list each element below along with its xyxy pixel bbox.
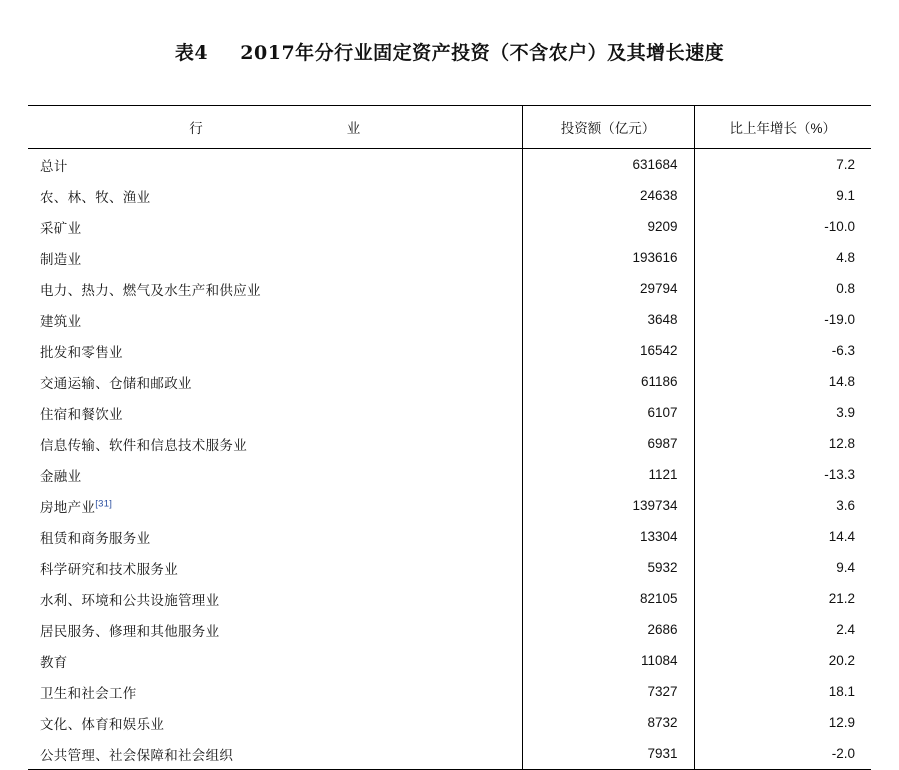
cell-industry-label: 交通运输、仓储和邮政业 (40, 375, 192, 391)
cell-growth: -10.0 (694, 211, 871, 242)
table-row (28, 366, 871, 397)
table-row (28, 180, 871, 211)
cell-industry (28, 428, 522, 459)
cell-industry (28, 242, 522, 273)
cell-industry (28, 552, 522, 583)
cell-growth: 3.9 (694, 397, 871, 428)
cell-amount: 2686 (522, 614, 694, 645)
table-header (28, 106, 871, 149)
table-row (28, 614, 871, 645)
table-number: 表4 (174, 42, 209, 64)
cell-industry-label: 总 (40, 158, 54, 174)
cell-industry (28, 180, 522, 211)
cell-growth: 14.4 (694, 521, 871, 552)
table-row (28, 273, 871, 304)
cell-industry-label: 信息传输、软件和信息技术服务业 (40, 437, 247, 453)
cell-growth: 21.2 (694, 583, 871, 614)
cell-growth: 18.1 (694, 676, 871, 707)
cell-growth: -6.3 (694, 335, 871, 366)
cell-industry (28, 335, 522, 366)
statistics-table (28, 105, 871, 770)
cell-growth: -2.0 (694, 738, 871, 770)
cell-industry-label: 电力、热力、燃气及水生产和供应业 (40, 282, 261, 298)
table-title-text: 2017年分行业固定资产投资（不含农户）及其增长速度 (240, 42, 725, 64)
table-row (28, 490, 871, 521)
cell-growth: 12.8 (694, 428, 871, 459)
column-header-growth: 比上年增长（%） (694, 106, 871, 149)
cell-amount: 13304 (522, 521, 694, 552)
cell-amount: 11084 (522, 645, 694, 676)
table-row (28, 583, 871, 614)
cell-growth: 4.8 (694, 242, 871, 273)
table-row (28, 335, 871, 366)
table-row (28, 676, 871, 707)
cell-industry (28, 645, 522, 676)
cell-growth: -13.3 (694, 459, 871, 490)
cell-amount: 6987 (522, 428, 694, 459)
cell-industry-label: 卫生和社会工作 (40, 685, 137, 701)
cell-industry-label: 农、林、牧、渔业 (40, 189, 151, 205)
cell-industry-label: 制造业 (40, 251, 82, 267)
column-header-industry-label: 行 业 (189, 121, 379, 136)
table-row (28, 707, 871, 738)
cell-industry-label: 采矿业 (40, 220, 82, 236)
table-header-row (28, 106, 871, 149)
cell-industry-label-suffix: 计 (53, 158, 68, 174)
cell-industry (28, 366, 522, 397)
cell-amount: 7931 (522, 738, 694, 770)
cell-industry (28, 459, 522, 490)
table-row (28, 521, 871, 552)
table-row (28, 211, 871, 242)
cell-growth: -19.0 (694, 304, 871, 335)
cell-industry-label: 批发和零售业 (40, 344, 123, 360)
table-row (28, 304, 871, 335)
cell-industry (28, 211, 522, 242)
cell-amount: 5932 (522, 552, 694, 583)
cell-industry-label: 水利、环境和公共设施管理业 (40, 592, 220, 608)
cell-industry (28, 304, 522, 335)
cell-industry (28, 738, 522, 770)
footnote-marker[interactable]: [31] (95, 498, 113, 509)
page-title (0, 38, 899, 65)
cell-industry-label: 金融业 (40, 468, 82, 484)
cell-industry-label: 建筑业 (40, 313, 82, 329)
cell-industry (28, 521, 522, 552)
column-header-amount: 投资额（亿元） (522, 106, 694, 149)
cell-industry (28, 676, 522, 707)
table-row (28, 645, 871, 676)
table-body (28, 149, 871, 770)
cell-amount: 139734 (522, 490, 694, 521)
cell-growth: 14.8 (694, 366, 871, 397)
cell-industry-label: 租赁和商务服务业 (40, 530, 151, 546)
cell-growth: 12.9 (694, 707, 871, 738)
cell-growth: 0.8 (694, 273, 871, 304)
cell-growth: 2.4 (694, 614, 871, 645)
table-row (28, 428, 871, 459)
cell-amount: 3648 (522, 304, 694, 335)
cell-industry (28, 149, 522, 181)
cell-industry (28, 490, 522, 521)
cell-industry-label: 文化、体育和娱乐业 (40, 716, 165, 732)
cell-industry (28, 614, 522, 645)
cell-industry (28, 397, 522, 428)
cell-growth: 7.2 (694, 149, 871, 181)
cell-amount: 193616 (522, 242, 694, 273)
cell-growth: 3.6 (694, 490, 871, 521)
table-row (28, 738, 871, 770)
table-row (28, 242, 871, 273)
cell-industry (28, 273, 522, 304)
cell-growth: 9.1 (694, 180, 871, 211)
cell-amount: 24638 (522, 180, 694, 211)
cell-amount: 61186 (522, 366, 694, 397)
cell-amount: 1121 (522, 459, 694, 490)
cell-industry-label: 教育 (40, 654, 68, 670)
cell-amount: 9209 (522, 211, 694, 242)
table-row (28, 459, 871, 490)
cell-industry-label: 公共管理、社会保障和社会组织 (40, 747, 234, 763)
cell-industry-label: 居民服务、修理和其他服务业 (40, 623, 220, 639)
cell-industry (28, 583, 522, 614)
column-header-industry (28, 106, 522, 149)
cell-amount: 16542 (522, 335, 694, 366)
cell-industry (28, 707, 522, 738)
cell-amount: 6107 (522, 397, 694, 428)
table-row (28, 397, 871, 428)
table-row (28, 552, 871, 583)
document-page (0, 38, 899, 763)
cell-amount: 8732 (522, 707, 694, 738)
cell-growth: 20.2 (694, 645, 871, 676)
cell-industry-label: 住宿和餐饮业 (40, 406, 123, 422)
table-row (28, 149, 871, 181)
cell-amount: 82105 (522, 583, 694, 614)
cell-amount: 29794 (522, 273, 694, 304)
cell-industry-label: 房地产业 (40, 499, 96, 515)
cell-amount: 631684 (522, 149, 694, 181)
cell-industry-label: 科学研究和技术服务业 (40, 561, 178, 577)
table-container (28, 105, 871, 770)
cell-growth: 9.4 (694, 552, 871, 583)
cell-amount: 7327 (522, 676, 694, 707)
